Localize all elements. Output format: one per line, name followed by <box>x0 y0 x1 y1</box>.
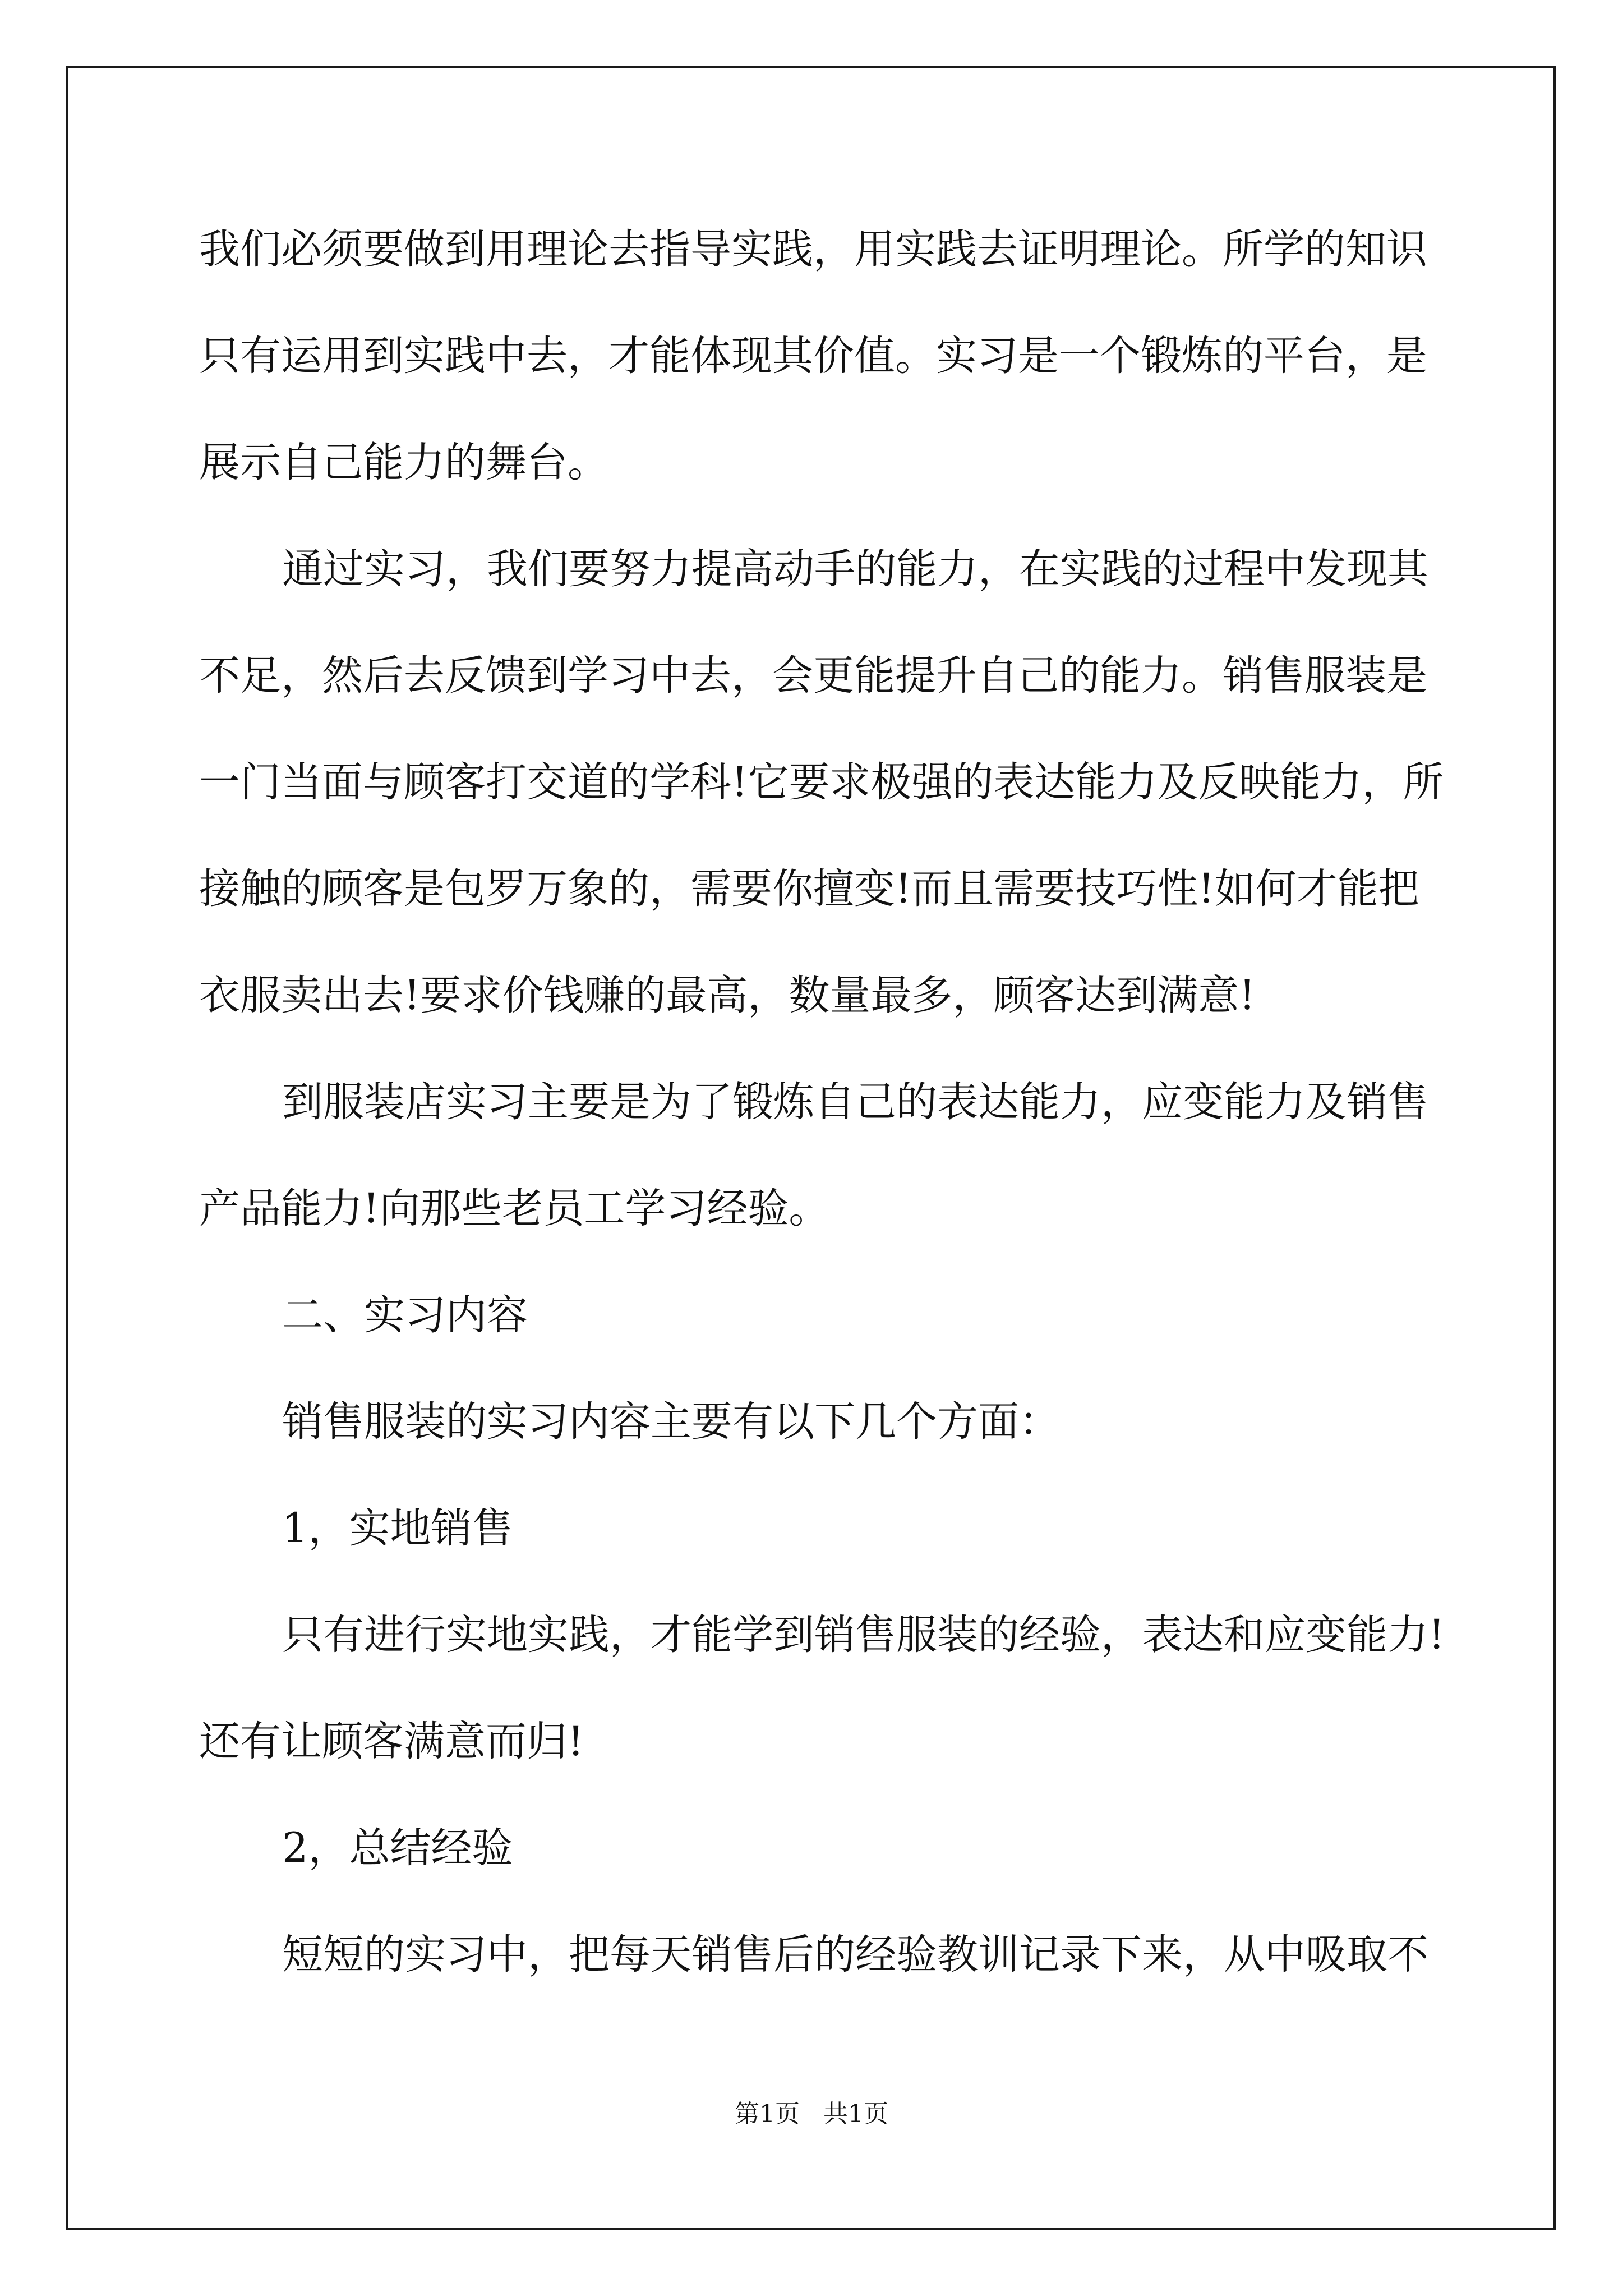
text-line: 我们必须要做到用理论去指导实践，用实践去证明理论。所学的知识 <box>199 226 1427 273</box>
section-heading: 二、实习内容 <box>282 1291 528 1339</box>
text-line: 衣服卖出去!要求价钱赚的最高，数量最多，顾客达到满意! <box>199 972 1256 1019</box>
subsection-heading: 1，实地销售 <box>282 1504 513 1552</box>
text-line: 接触的顾客是包罗万象的，需要你擅变!而且需要技巧性!如何才能把 <box>199 865 1419 913</box>
text-line: 一门当面与顾客打交道的学科!它要求极强的表达能力及反映能力，所 <box>199 758 1444 806</box>
paragraph-first-line: 通过实习，我们要努力提高动手的能力，在实践的过程中发现其 <box>282 545 1428 593</box>
paragraph-first-line: 到服装店实习主要是为了锻炼自己的表达能力，应变能力及销售 <box>282 1078 1428 1126</box>
text-line: 只有运用到实践中去，才能体现其价值。实习是一个锻炼的平台，是 <box>199 332 1427 380</box>
paragraph-first-line: 短短的实习中，把每天销售后的经验教训记录下来，从中吸取不 <box>282 1931 1428 1978</box>
text-line: 不足，然后去反馈到学习中去，会更能提升自己的能力。销售服装是 <box>199 652 1427 700</box>
text-line: 还有让顾客满意而归! <box>199 1718 584 1765</box>
paragraph-first-line: 销售服装的实习内容主要有以下几个方面： <box>282 1398 1060 1446</box>
subsection-heading: 2，总结经验 <box>282 1824 513 1872</box>
page-number-footer: 第1页 共1页 <box>735 2100 888 2128</box>
page-border <box>66 66 1556 2230</box>
text-line: 展示自己能力的舞台。 <box>199 439 608 486</box>
paragraph-first-line: 只有进行实地实践，才能学到销售服装的经验，表达和应变能力! <box>282 1611 1445 1659</box>
text-line: 产品能力!向那些老员工学习经验。 <box>199 1185 830 1232</box>
